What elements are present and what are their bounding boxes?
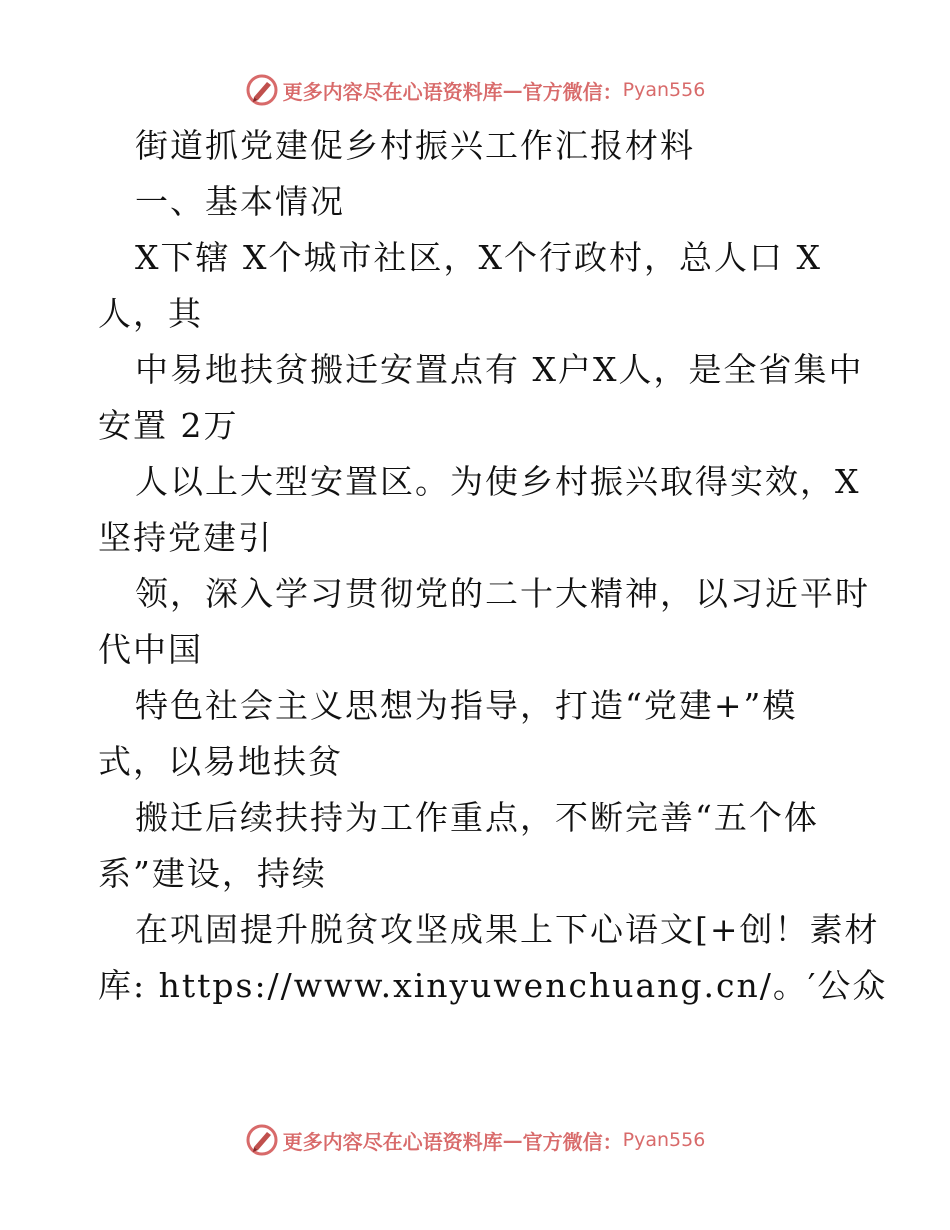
banner-text: 更多内容尽在心语资料库 bbox=[282, 79, 503, 104]
pen-in-circle-icon bbox=[245, 1123, 279, 1157]
paragraph-line: 人以上大型安置区。为使乡村振兴取得实效，X bbox=[135, 462, 861, 501]
banner-wechat-label: 官方微信： bbox=[522, 1129, 623, 1154]
paragraph-line: 式，以易地扶贫 bbox=[98, 742, 343, 781]
document-title: 街道抓党建促乡村振兴工作汇报材料 bbox=[135, 126, 695, 165]
banner-wechat-id: Pyan556 bbox=[622, 79, 706, 101]
paragraph-line: X下辖 X个城市社区，X个行政村，总人口 X bbox=[135, 238, 822, 277]
paragraph-line: 安置 2万 bbox=[98, 406, 239, 445]
paragraph-line: 搬迁后续扶持为工作重点，不断完善“五个体 bbox=[135, 798, 819, 837]
banner-wechat-label: 官方微信： bbox=[522, 79, 623, 104]
paragraph-line: 系”建设，持续 bbox=[98, 854, 327, 893]
paragraph-line: 代中国 bbox=[98, 630, 203, 669]
paragraph-line: 在巩固提升脱贫攻坚成果上下心语文[+创！素材 bbox=[135, 910, 880, 949]
paragraph-line: 中易地扶贫搬迁安置点有 X户X人，是全省集中 bbox=[135, 350, 864, 389]
paragraph-line: 坚持党建引 bbox=[98, 518, 273, 557]
document-body bbox=[98, 118, 888, 1014]
pen-in-circle-icon bbox=[245, 73, 279, 107]
paragraph-line: 特色社会主义思想为指导，打造“党建+”模 bbox=[135, 686, 798, 725]
paragraph-line: 领，深入学习贯彻党的二十大精神，以习近平时 bbox=[135, 574, 870, 613]
footer-watermark-banner bbox=[0, 1120, 950, 1160]
header-watermark-banner bbox=[0, 70, 950, 110]
banner-wechat-id: Pyan556 bbox=[622, 1129, 706, 1151]
banner-dash: — bbox=[502, 1128, 523, 1152]
paragraph-line: 库: https://www.xinyuwenchuang.cn/。′公众 bbox=[98, 966, 888, 1005]
section-heading: 一、基本情况 bbox=[135, 182, 345, 221]
paragraph-line: 人，其 bbox=[98, 294, 203, 333]
banner-text: 更多内容尽在心语资料库 bbox=[282, 1129, 503, 1154]
banner-dash: — bbox=[502, 78, 523, 102]
